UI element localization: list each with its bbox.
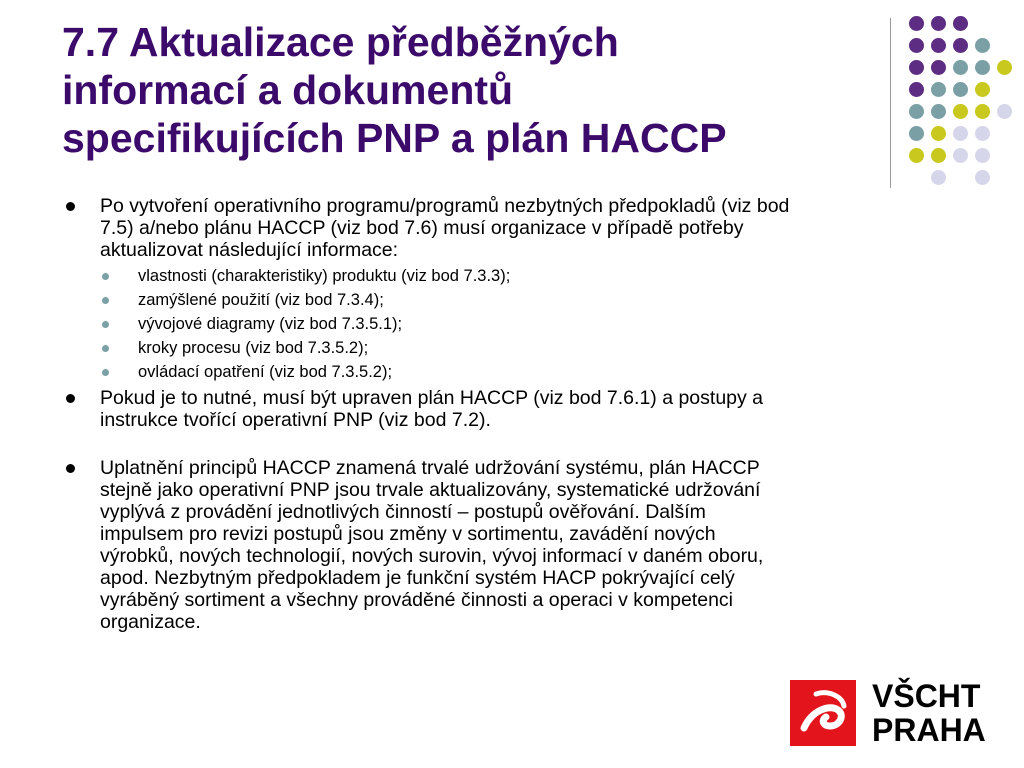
decor-dot <box>909 60 924 75</box>
decor-dot <box>931 16 946 31</box>
decor-dot <box>909 104 924 119</box>
decor-dot <box>931 38 946 53</box>
bullet-line: stejně jako operativní PNP jsou trvale aktualizovány, systematické udržování <box>100 479 761 501</box>
bullet-line: vyráběný sortiment a všechny prováděné činnosti a operaci v kompetenci <box>100 589 733 611</box>
decor-dot <box>953 104 968 119</box>
decor-dot <box>953 148 968 163</box>
logo-line-1: VŠCHT <box>872 678 981 714</box>
bullet-line: Pokud je to nutné, musí být upraven plán HACCP (viz bod 7.6.1) a postupy a <box>100 387 764 409</box>
bullet-item <box>64 387 969 431</box>
bullet-line: impulsem pro revizi postupů jsou změny v sortimentu, zavádění nových <box>100 523 716 545</box>
decor-dot <box>975 170 990 185</box>
bullet-item <box>64 457 969 633</box>
decor-dot <box>931 60 946 75</box>
decor-dot <box>997 60 1012 75</box>
decor-dot <box>931 82 946 97</box>
slide-body <box>64 195 969 633</box>
logo-mark-icon <box>790 680 856 746</box>
bullet-line: organizace. <box>100 611 201 633</box>
spacer <box>64 431 969 457</box>
sub-bullet-item: kroky procesu (viz bod 7.3.5.2); <box>64 336 969 360</box>
bullet-line: 7.5) a/nebo plánu HACCP (viz bod 7.6) musí organizace v případě potřeby <box>100 217 744 239</box>
decor-dot <box>909 82 924 97</box>
bullet-line: instrukce tvořící operativní PNP (viz bod 7.2). <box>100 409 491 431</box>
decor-dot <box>953 38 968 53</box>
title-line-2: informací a dokumentů <box>62 67 514 113</box>
sub-bullet-item: vývojové diagramy (viz bod 7.3.5.1); <box>64 312 969 336</box>
logo-line-2: PRAHA <box>872 712 986 748</box>
decor-dot <box>975 82 990 97</box>
bullet-line: Uplatnění principů HACCP znamená trvalé udržování systému, plán HACCP <box>100 457 760 479</box>
decor-dot <box>975 38 990 53</box>
title-line-1: 7.7 Aktualizace předběžných <box>62 19 619 65</box>
sub-bullet-item: ovládací opatření (viz bod 7.3.5.2); <box>64 360 969 384</box>
sub-bullet-list <box>64 264 969 384</box>
decor-dot <box>931 104 946 119</box>
decor-dot <box>909 126 924 141</box>
vscht-logo <box>790 679 990 749</box>
title-line-3: specifikujících PNP a plán HACCP <box>62 115 727 161</box>
slide-title <box>62 18 862 162</box>
sub-bullet-item: vlastnosti (charakteristiky) produktu (viz bod 7.3.3); <box>64 264 969 288</box>
decor-dot <box>953 16 968 31</box>
bullet-line: vyplývá z provádění jednotlivých činností – postupů ověřování. Dalším <box>100 501 706 523</box>
decor-dot <box>975 60 990 75</box>
decor-dot <box>931 148 946 163</box>
sub-bullet-item: zamýšlené použití (viz bod 7.3.4); <box>64 288 969 312</box>
bullet-line: apod. Nezbytným předpokladem je funkční systém HACP pokrývající celý <box>100 567 735 589</box>
logo-text <box>872 679 986 747</box>
decor-dot <box>975 126 990 141</box>
decor-dot <box>909 38 924 53</box>
decorative-divider <box>890 18 891 188</box>
bullet-line: výrobků, nových technologií, nových surovin, vývoj informací v daném oboru, <box>100 545 764 567</box>
decor-dot <box>931 170 946 185</box>
bullet-line: aktualizovat následující informace: <box>100 239 399 261</box>
decor-dot <box>953 60 968 75</box>
decor-dot <box>997 104 1012 119</box>
decor-dot <box>953 126 968 141</box>
decor-dot <box>909 16 924 31</box>
decor-dot <box>909 148 924 163</box>
bullet-line: Po vytvoření operativního programu/programů nezbytných předpokladů (viz bod <box>100 195 790 217</box>
decor-dot <box>975 104 990 119</box>
decor-dot <box>953 82 968 97</box>
bullet-item <box>64 195 969 261</box>
decor-dot <box>931 126 946 141</box>
decor-dot <box>975 148 990 163</box>
